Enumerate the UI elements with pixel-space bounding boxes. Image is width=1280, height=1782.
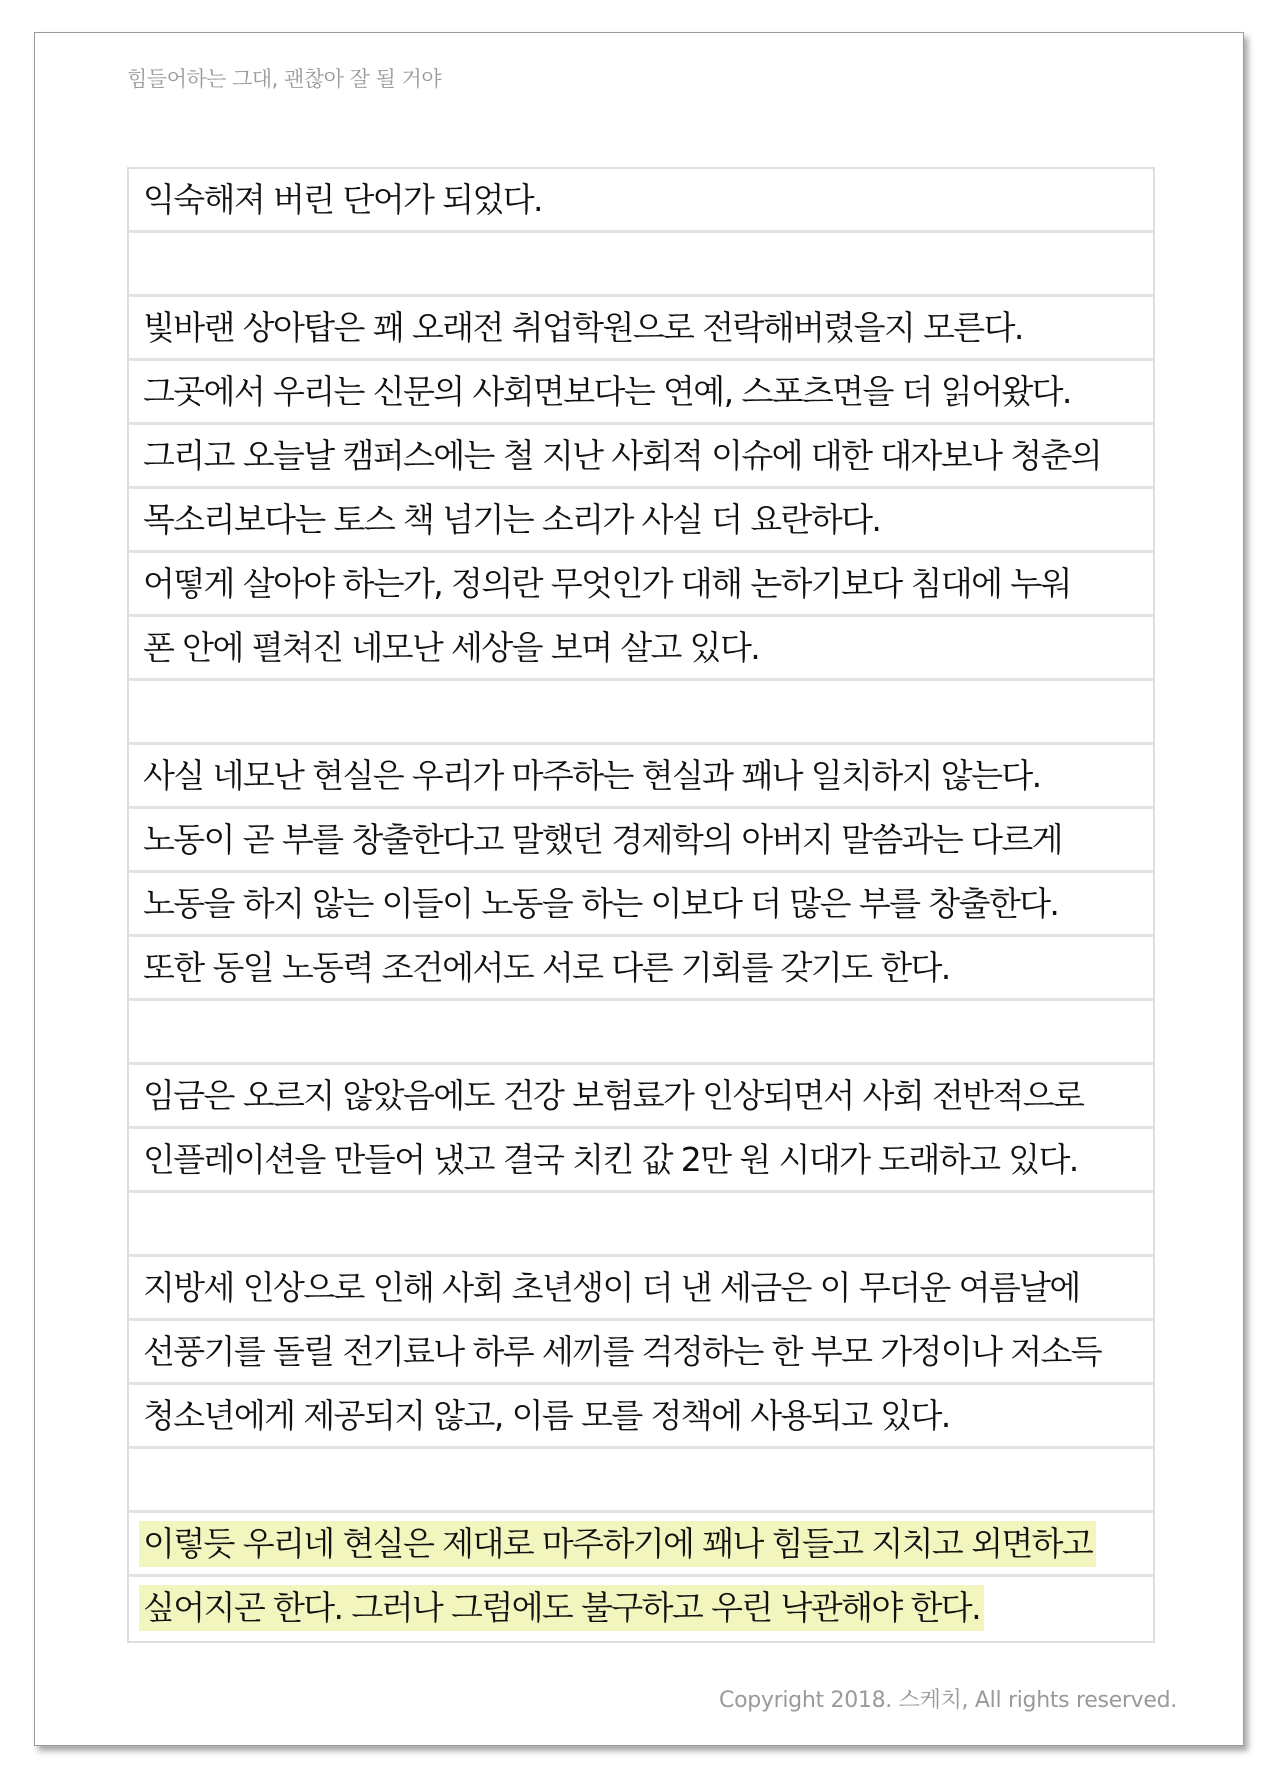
text-line	[129, 1449, 1153, 1513]
text-line	[129, 425, 1153, 489]
line-text: 목소리보다는 토스 책 넘기는 소리가 사실 더 요란하다.	[143, 500, 881, 539]
text-line	[129, 297, 1153, 361]
line-text: 폰 안에 펼쳐진 네모난 세상을 보며 살고 있다.	[143, 628, 760, 667]
line-text: 또한 동일 노동력 조건에서도 서로 다른 기회를 갖기도 한다.	[143, 948, 950, 987]
text-line	[129, 489, 1153, 553]
text-line	[129, 937, 1153, 1001]
line-text: 청소년에게 제공되지 않고, 이름 모를 정책에 사용되고 있다.	[143, 1396, 950, 1435]
text-line	[129, 809, 1153, 873]
highlighted-line-text: 싶어지곤 한다. 그러나 그럼에도 불구하고 우린 낙관해야 한다.	[139, 1585, 984, 1631]
text-line	[129, 1065, 1153, 1129]
line-text: 지방세 인상으로 인해 사회 초년생이 더 낸 세금은 이 무더운 여름날에	[143, 1268, 1080, 1307]
copyright-footer: Copyright 2018. 스케치, All rights reserved.	[719, 1688, 1177, 1713]
highlighted-line-text: 이렇듯 우리네 현실은 제대로 마주하기에 꽤나 힘들고 지치고 외면하고	[139, 1521, 1096, 1567]
line-text: 노동이 곧 부를 창출한다고 말했던 경제학의 아버지 말씀과는 다르게	[143, 820, 1062, 859]
line-text: 그리고 오늘날 캠퍼스에는 철 지난 사회적 이슈에 대한 대자보나 청춘의	[143, 436, 1102, 475]
text-line	[129, 553, 1153, 617]
text-line	[129, 1513, 1153, 1577]
text-line	[129, 169, 1153, 233]
line-text: 노동을 하지 않는 이들이 노동을 하는 이보다 더 많은 부를 창출한다.	[143, 884, 1059, 923]
ruled-text-block	[127, 167, 1155, 1643]
text-line	[129, 1193, 1153, 1257]
text-line	[129, 745, 1153, 809]
document-page	[34, 32, 1244, 1746]
text-line	[129, 1321, 1153, 1385]
line-text: 임금은 오르지 않았음에도 건강 보험료가 인상되면서 사회 전반적으로	[143, 1076, 1084, 1115]
text-line	[129, 681, 1153, 745]
line-text: 빛바랜 상아탑은 꽤 오래전 취업학원으로 전락해버렸을지 모른다.	[143, 308, 1023, 347]
line-text: 사실 네모난 현실은 우리가 마주하는 현실과 꽤나 일치하지 않는다.	[143, 756, 1041, 795]
line-text: 인플레이션을 만들어 냈고 결국 치킨 값 2만 원 시대가 도래하고 있다.	[143, 1140, 1078, 1179]
text-line	[129, 361, 1153, 425]
text-line	[129, 617, 1153, 681]
text-line	[129, 873, 1153, 937]
line-text: 익숙해져 버린 단어가 되었다.	[143, 180, 542, 219]
text-line	[129, 1001, 1153, 1065]
text-line	[129, 1577, 1153, 1641]
line-text: 선풍기를 돌릴 전기료나 하루 세끼를 걱정하는 한 부모 가정이나 저소득	[143, 1332, 1102, 1371]
line-text: 어떻게 살아야 하는가, 정의란 무엇인가 대해 논하기보다 침대에 누워	[143, 564, 1071, 603]
text-line	[129, 1129, 1153, 1193]
line-text: 그곳에서 우리는 신문의 사회면보다는 연예, 스포츠면을 더 읽어왔다.	[143, 372, 1071, 411]
text-line	[129, 1385, 1153, 1449]
running-header: 힘들어하는 그대, 괜찮아 잘 될 거야	[127, 67, 442, 91]
text-line	[129, 233, 1153, 297]
text-line	[129, 1257, 1153, 1321]
